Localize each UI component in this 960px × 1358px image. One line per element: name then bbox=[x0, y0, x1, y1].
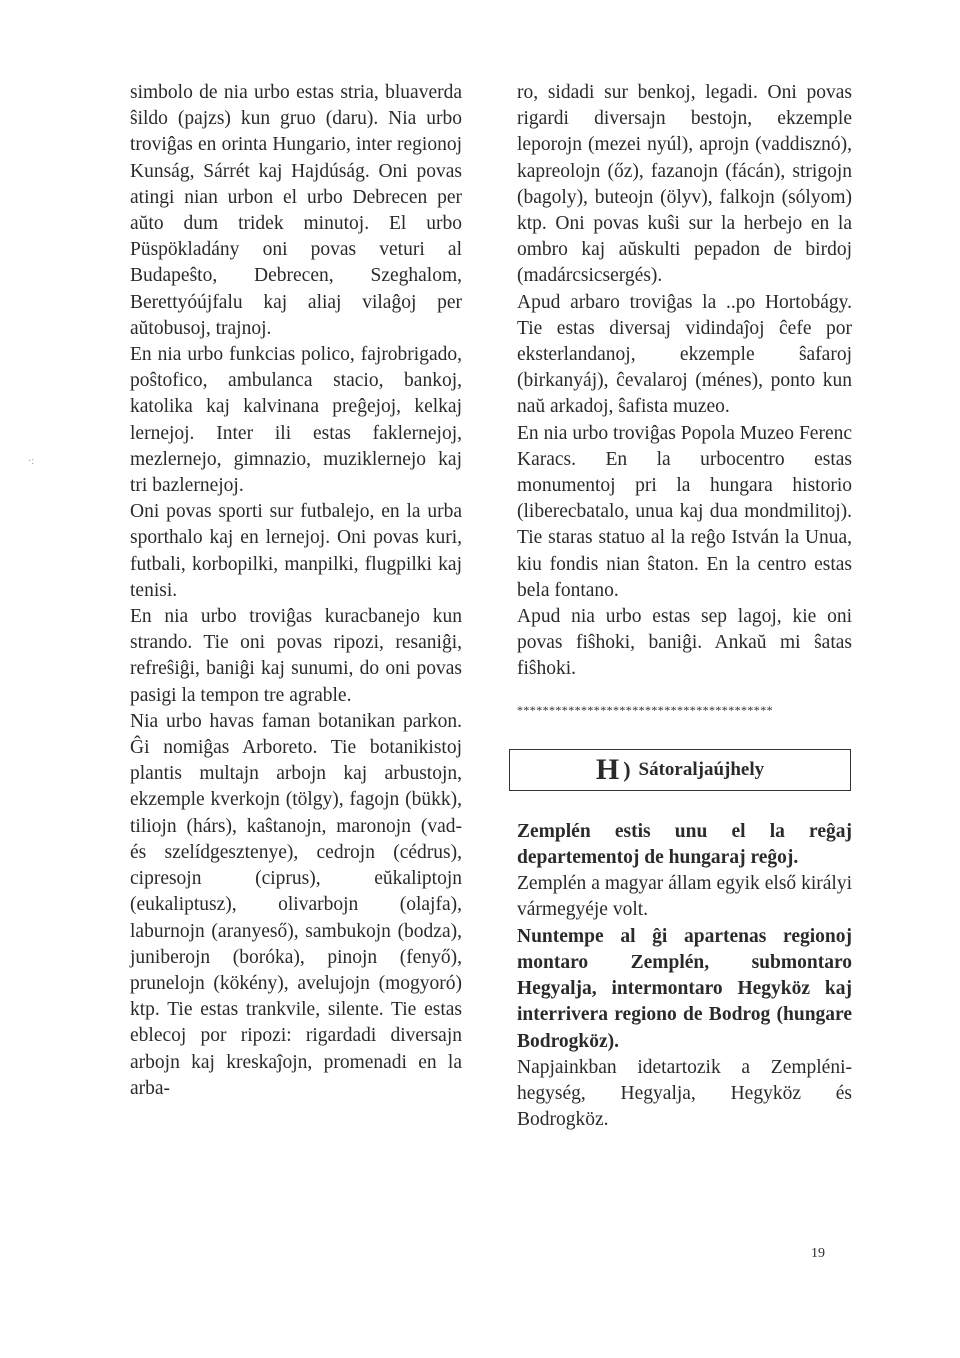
bold-paragraph: Nuntempe al ĝi apartenas regionoj montaro Zemplén, submontaro Hegyalja, intermontaro Hegyköz kaj interrivera regiono de Bodrog (hungare Bodrogköz). bbox=[517, 925, 852, 1052]
paragraph: Apud nia urbo estas sep lagoj, kie oni povas fiŝhoki, baniĝi. Ankaŭ mi ŝatas fiŝhoki. bbox=[517, 606, 852, 680]
section-heading-box bbox=[509, 749, 851, 791]
paragraph: simbolo de nia urbo estas stria, bluaverda ŝildo (pajzs) kun gruo (daru). Nia urbo troviĝas en orinta Hungario, inter regionoj Kunság, Sárrét kaj Hajdúság. Oni povas atingi nian urbon el urbo Debrecen per aŭto dum tridek minutoj. El urbo Püspökladány oni povas veturi al Budapeŝto, Debrecen, Szeghalom, Berettyóújfalu kaj aliaj vilaĝoj per aŭtobusoj, trajnoj. bbox=[130, 82, 462, 339]
paragraph: Oni povas sporti sur futbalejo, en la urba sporthalo kaj en lernejoj. Oni povas kuri, futbali, korbopilki, manpilki, flugpilki kaj tenisi. bbox=[130, 501, 462, 601]
section-letter: H bbox=[595, 752, 620, 786]
paragraph: Napjainkban idetartozik a Zempléni-hegység, Hegyalja, Hegyköz és Bodrogköz. bbox=[517, 1056, 852, 1131]
paragraph: En nia urbo troviĝas Popola Muzeo Ferenc Karacs. En la urbocentro estas monumentoj pri la hungara historio (liberecbatalo, unua kaj dua mondmilitoj). Tie staras statuo al la reĝo István la Unua, kiu fondis nian ŝtaton. En la centro estas bela fontano. bbox=[517, 422, 852, 601]
section-title: Sátoraljaújhely bbox=[638, 758, 765, 780]
paragraph: Apud arbaro troviĝas la ..po Hortobágy. Tie estas diversaj vidindaĵoj ĉefe por eksterlandanoj, ekzemple ŝafaroj (birkanyáj), ĉevalaroj (ménes), ponto kun naŭ arkadoj, ŝafista muzeo. bbox=[517, 291, 852, 418]
paragraph: En nia urbo funkcias polico, fajrobrigado, poŝtofico, ambulanca stacio, bankoj, katolika kaj kalvinana preĝejoj, kelkaj lernejoj. Inter ili estas faklernejoj, mezlernejo, gimnazio, muziklernejo kaj tri bazlernejoj. bbox=[130, 344, 462, 497]
page-number: 19 bbox=[811, 1246, 825, 1261]
paragraph: ro, sidadi sur benkoj, legadi. Oni povas rigardi diversajn bestojn, ekzemple leporojn (mezei nyúl), aprojn (vaddisznó), kapreolojn (őz), fazanojn (fácán), strigojn (bagoly), buteojn (ölyv), falkojn (sólyom) ktp. Oni povas kuŝi sur la herbejo en la ombro kaj aŭskulti pepadon de birdoj (madárcsicsergés). bbox=[517, 82, 852, 287]
left-column bbox=[130, 80, 462, 1102]
scan-speck: ·: bbox=[28, 456, 35, 467]
paragraph: En nia urbo troviĝas kuracbanejo kun strando. Tie oni povas ripozi, resaniĝi, refreŝiĝi, baniĝi kaj sunumi, do oni povas pasigi la tempon tre agrable. bbox=[130, 606, 462, 706]
star-separator: **************************************** bbox=[517, 702, 773, 717]
paragraph: Zemplén a magyar állam egyik első királyi vármegyéje volt. bbox=[517, 873, 852, 921]
bold-paragraph: Zemplén estis unu el la reĝaj departementoj de hungaraj reĝoj. bbox=[517, 820, 852, 869]
right-column bbox=[517, 80, 852, 1133]
paragraph: Nia urbo havas faman botanikan parkon. Ĝi nomiĝas Arboreto. Tie botanikistoj plantis multajn arbojn kaj arbustojn, ekzemple kverkojn (tölgy), fagojn (bükk), tiliojn (hárs), kaŝtanojn, maronojn (vad- és szelídgesztenye), cedrojn (cédrus), cipresojn (ciprus), eŭkaliptojn (eukaliptusz), olivarbojn (olajfa), laburnojn (aranyeső), sambukojn (bodza), juniberojn (boróka), pinojn (fenyő), prunelojn (kökény), avelujojn (mogyoró) ktp. Tie estas trankvile, silente. Tie estas eblecoj por ripozi: rigardadi diversajn arbojn kaj kreskaĵojn, promenadi en la arba- bbox=[130, 710, 462, 1099]
section-paren: ) bbox=[623, 756, 631, 782]
section-body bbox=[517, 819, 852, 1133]
